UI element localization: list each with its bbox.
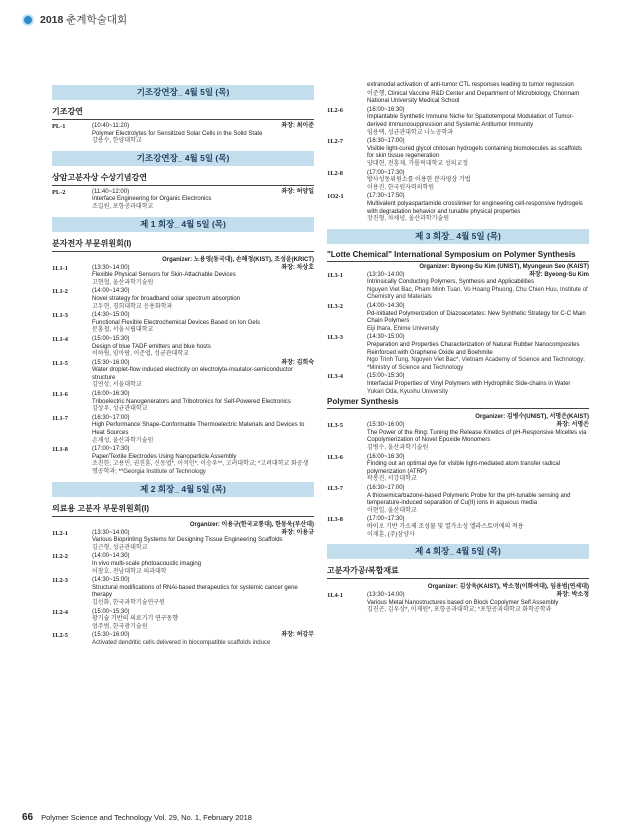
session-chair: 좌장: 최이준 <box>281 123 314 129</box>
page-footer <box>22 812 252 823</box>
session-body <box>367 422 589 452</box>
time-row <box>92 553 314 561</box>
time-row <box>367 107 589 115</box>
author-line: Eiji Ihara, Ehime University <box>367 325 439 332</box>
right-column <box>327 82 589 616</box>
session-time: (15:30~16:00) <box>92 632 130 639</box>
organizer: Organizer: 이용규(한국교통대), 한동욱(부산대) <box>189 521 314 528</box>
talk-title: Functional Flexible Electrochemical Devices Based on Ion Gels <box>92 319 261 326</box>
time-row <box>367 454 589 462</box>
session-item <box>52 312 314 335</box>
talk-title: Pd-initiated Polymerization of Diazoacetates: New Synthetic Strategy for C-C Main Chain Polymers <box>367 310 586 325</box>
author-line: 이하림, 임아람, 이준엽, 성균관대학교 <box>92 351 189 358</box>
session-id: 1L2-1 <box>52 529 68 537</box>
session-id: 1L3-6 <box>327 453 343 461</box>
time-row <box>92 265 314 273</box>
session-body <box>92 336 314 359</box>
session-item <box>52 336 314 359</box>
section-title: Polymer Synthesis <box>327 397 589 409</box>
page-header <box>22 12 127 27</box>
session-id: PL-2 <box>52 188 66 196</box>
talk-title: In vivo multi-scale photoacoustic imaging <box>92 560 202 567</box>
time-row <box>367 170 589 178</box>
session-body <box>92 123 314 146</box>
session-time: (16:00~16:30) <box>92 391 130 398</box>
time-row <box>92 415 314 423</box>
session-item <box>52 189 314 212</box>
author-line: 장진형, 차채녕, 울산과학기술원 <box>367 216 450 223</box>
section-title: 분자전자 부문위원회(I) <box>52 238 314 252</box>
session-id: 1L1-1 <box>52 264 68 272</box>
session-time: (16:30~17:00) <box>367 484 405 491</box>
session-bar: 제 2 회장_ 4월 5일 (목) <box>52 482 314 497</box>
organizer: Organizer: 김병수(UNIST), 서명은(KAIST) <box>475 414 589 421</box>
talk-title: Finding out an optimal dye for visible light-mediated atom transfer radical polymerization (ATRP) <box>367 461 561 475</box>
session-body <box>92 415 314 445</box>
time-row <box>367 193 589 201</box>
time-row <box>367 485 589 493</box>
session-bar: 제 1 회장_ 4월 5일 (목) <box>52 217 314 232</box>
session-id: 1L2-8 <box>327 169 343 177</box>
session-bar: 제 4 회장_ 4월 5일 (목) <box>327 544 589 559</box>
session-body <box>92 553 314 576</box>
session-body <box>367 373 589 396</box>
author-line: 곽봉진, 서강대학교 <box>367 476 417 483</box>
talk-title: Novel strategy for broadband solar spectrum absorption <box>92 295 241 302</box>
talk-title: 바이오 기반 가소제 조성물 및 열가소성 엘라스토머에의 적용 <box>367 523 524 530</box>
session-id: 1L1-6 <box>52 391 68 399</box>
author-line: Yukari Oda, Kyushu University <box>367 388 449 395</box>
talk-title: Flexible Physical Sensors for Skin-Attachable Devices <box>92 272 236 279</box>
session-chair: 좌장: 차상호 <box>281 264 314 271</box>
session-body <box>367 334 589 372</box>
talk-title: High Performance Shape-Conformable Thermoelectric Materials and Devices to Heat Sources <box>92 422 305 437</box>
session-id: 1L3-4 <box>327 373 343 381</box>
session-item <box>52 391 314 414</box>
session-chair: 좌장: Byeong-Su Kim <box>529 271 589 278</box>
talk-title: Paper/Textile Electrodes Using Nanoparticle Assembly <box>92 453 237 460</box>
talk-title: Interface Engineering for Organic Electronics <box>92 196 212 203</box>
session-chair: 좌장: 박소정 <box>556 592 589 599</box>
author-line: 엄주범, 한국광기술원 <box>92 623 148 630</box>
session-id: 1L2-7 <box>327 138 343 146</box>
session-item <box>327 334 589 372</box>
author-line: Activated dendritic cells delivered in biocompatible scaffolds induce <box>92 639 271 646</box>
session-item <box>52 577 314 607</box>
talk-title: The Power of the Ring: Tuning the Release Kinetics of pH-Responsive Micelles via Copolymerization of Novel Epoxide Monomers <box>367 429 587 444</box>
session-time: (14:00~14:30) <box>367 303 405 310</box>
session-id: PL-1 <box>52 123 66 130</box>
session-id: 1L1-5 <box>52 359 68 367</box>
organizer: Organizer: 김상욱(KAIST), 박소정(이화여대), 임용범(연세대) <box>427 584 589 591</box>
continued-text: 이준행, Clinical Vaccine R&D Center and Department of Microbiology, Chonnam National University Medical School <box>367 90 580 105</box>
session-time: (10:40~11:20) <box>92 123 130 129</box>
talk-title: 방사성동위원소를 이용한 분자영상 기법 <box>367 177 471 184</box>
section-title: 의료용 고분자 부문위원회(I) <box>52 503 314 517</box>
talk-title: Structural modifications of RNAi-based therapeutics for systemic cancer gene therapy <box>92 584 298 599</box>
session-item <box>327 422 589 452</box>
session-item <box>52 632 314 647</box>
session-time: (17:00~17:30) <box>367 169 405 176</box>
session-id: 1L2-3 <box>52 577 68 585</box>
session-body <box>367 107 589 137</box>
session-time: (15:30~16:00) <box>367 422 405 429</box>
author-line: 김선화, 한국과학기술연구원 <box>92 599 165 606</box>
time-row <box>92 632 314 640</box>
talk-title: Water droplet-flow induced electricity on electrolyte-insulator-semiconductor structure <box>92 367 293 381</box>
session-body <box>92 632 314 647</box>
session-item <box>52 265 314 288</box>
session-id: 1L3-5 <box>327 422 343 430</box>
session-id: 1L2-4 <box>52 608 68 616</box>
session-id: 1L3-1 <box>327 271 343 279</box>
session-chair: 좌장: 허양일 <box>281 188 314 195</box>
session-id: 1L1-4 <box>52 335 68 343</box>
session-body <box>367 592 589 615</box>
time-row <box>367 592 589 600</box>
time-row <box>367 303 589 311</box>
session-body <box>92 446 314 476</box>
author-line: 문홍철, 서울시립대학교 <box>92 327 154 334</box>
header-title: 2018 춘계학술대회 <box>40 14 128 26</box>
session-item <box>52 123 314 146</box>
session-time: (15:00~15:30) <box>92 608 130 615</box>
continued-text: extranodal activation of anti-tumor CTL responses leading to tumor regression <box>367 82 574 88</box>
session-item <box>327 107 589 137</box>
session-body <box>92 312 314 335</box>
time-row <box>92 446 314 454</box>
session-time: (17:00~17:30) <box>92 446 130 453</box>
session-body <box>367 516 589 539</box>
page-number: 66 <box>22 812 34 823</box>
organizer: Organizer: 노용영(동국대), 손해정(KIST), 조성윤(KRICT) <box>162 256 314 263</box>
session-body <box>92 288 314 311</box>
session-body <box>367 193 589 223</box>
talk-title: A thiosemicarbazone-based Polymeric Probe for the pH-tunable sensing and temperature-induced separation of Cu(II) ions in aqueous media <box>367 492 571 507</box>
session-item <box>327 485 589 515</box>
session-id: 1L2-2 <box>52 553 68 561</box>
time-row <box>92 360 314 368</box>
author-line: 이현일, 울산대학교 <box>367 507 417 514</box>
session-chair: 좌장: 김희숙 <box>281 359 314 366</box>
session-time: (14:30~15:00) <box>367 334 405 341</box>
session-id: 1L3-7 <box>327 484 343 492</box>
session-time: (16:30~17:00) <box>92 414 130 421</box>
talk-title: Various Bioprinting Systems for Designing Tissue Engineering Scaffolds <box>92 537 283 544</box>
session-body <box>92 530 314 553</box>
time-row <box>92 336 314 344</box>
author-line: 김진곤, 김우상*, 이재원*, 포항공과대학교; *포항공과대학교 화학공학과 <box>367 607 552 614</box>
session-time: (14:30~15:00) <box>92 312 130 319</box>
time-row <box>92 391 314 399</box>
talk-title: Multivalent polyaspartamide crosslinker for engineering cell-responsive hydrogels with degradation behavior and tunable physical properties <box>367 200 583 215</box>
talk-title: Triboelectric Nanogenerators and Tribotronics for Self-Powered Electronics <box>92 398 291 405</box>
section-title: 기조강연 <box>52 106 314 120</box>
talk-title: Polymer Electrolytes for Sensitized Solar Cells in the Solid State <box>92 130 263 137</box>
session-id: 1L1-8 <box>52 446 68 454</box>
time-row <box>367 272 589 280</box>
session-body <box>367 485 589 515</box>
talk-title: Design of blue TADF emitters and blue hosts <box>92 343 211 350</box>
author-line: 고현협, 울산과학기술원 <box>92 279 154 286</box>
session-chair: 좌장: 서명은 <box>556 422 589 429</box>
session-item <box>327 193 589 223</box>
session-item <box>52 360 314 390</box>
time-row <box>92 123 314 131</box>
talk-title: Preparation and Properties Characterization of Natural Rubber Nanocomposites Reinforced with Graphene Oxide and Boehmite <box>367 342 580 356</box>
session-item <box>327 272 589 302</box>
session-item <box>52 446 314 476</box>
session-bar: 제 3 회장_ 4월 5일 (목) <box>327 229 589 244</box>
session-time: (13:30~14:00) <box>367 271 405 278</box>
author-line: Ngo Trinh Tung, Nguyen Viet Bac*, Vietnam Academy of Science and Technology; *Ministry of Science and Technology <box>367 357 585 371</box>
author-line: 양대현, 전흥재, 가톨릭대학교 성의교정 <box>367 160 469 167</box>
session-time: (13:30~14:00) <box>92 529 130 536</box>
session-id: 1L3-2 <box>327 303 343 311</box>
section-title: "Lotte Chemical" International Symposium on Polymer Synthesis <box>327 250 589 262</box>
session-body <box>367 454 589 484</box>
author-line: 김연상, 서울대학교 <box>92 382 142 389</box>
author-line: 고두현, 경희대학교 응용화학과 <box>92 303 173 310</box>
session-id: 1L3-8 <box>327 516 343 524</box>
session-chair: 좌장: 허강무 <box>281 632 314 639</box>
session-id: 1L1-3 <box>52 312 68 320</box>
talk-title: Various Metal Nanostructures based on Block Copolymer Self Assembly <box>367 599 559 606</box>
session-bar: 기조강연장_ 4월 5일 (목) <box>52 85 314 100</box>
author-line: 손재성, 울산과학기술원 <box>92 437 154 444</box>
talk-title: Interfacial Properties of Vinyl Polymers with Hydrophilic Side-chains in Water <box>367 381 571 387</box>
time-row <box>367 422 589 430</box>
session-time: (14:00~14:30) <box>92 288 130 295</box>
time-row <box>367 334 589 342</box>
session-time: (15:00~15:30) <box>92 335 130 342</box>
author-line: 이용진, 한국원자력의학원 <box>367 184 435 191</box>
session-body <box>92 189 314 212</box>
session-id: 1L2-5 <box>52 632 68 640</box>
time-row <box>367 516 589 524</box>
talk-title: Visible light-cured glycol chitosan hydrogels containing biomolecules as scaffolds for skin tissue regeneration <box>367 145 582 160</box>
session-item <box>327 373 589 396</box>
session-time: (14:00~14:30) <box>92 553 130 560</box>
time-row <box>92 577 314 585</box>
session-chair: 좌장: 이용규 <box>281 529 314 536</box>
session-item <box>327 170 589 193</box>
session-time: (16:30~17:00) <box>367 138 405 145</box>
talk-title: Intrinsically Conducting Polymers, Synthesis and Applicabilities <box>367 279 535 286</box>
session-time: (13:30~14:00) <box>367 592 405 599</box>
session-body <box>92 609 314 632</box>
session-body <box>92 391 314 414</box>
session-id: 1L2-6 <box>327 106 343 114</box>
session-id: 1L4-1 <box>327 592 343 600</box>
time-row <box>92 312 314 320</box>
session-body <box>92 265 314 288</box>
session-time: (17:00~17:30) <box>367 516 405 523</box>
session-item <box>327 592 589 615</box>
time-row <box>92 189 314 197</box>
talk-title: 광기술 기반의 의료기기 연구동향 <box>92 616 179 623</box>
organizer: Organizer: Byeong-Su Kim (UNIST), Myungeun Seo (KAIST) <box>419 263 589 270</box>
session-item <box>52 553 314 576</box>
session-id: 1O2-1 <box>327 193 344 201</box>
talk-title: Implantable Synthetic Immune Niche for Spatiotemporal Modulation of Tumor-derived Immunosuppression and Systemic Antitumor Immunity <box>367 114 574 128</box>
session-time: (16:00~16:30) <box>367 453 405 460</box>
session-id: 1L1-7 <box>52 414 68 422</box>
author-line: 김상우, 성균관대학교 <box>92 406 148 413</box>
session-item <box>52 288 314 311</box>
session-item <box>52 609 314 632</box>
bullet-icon <box>22 14 34 26</box>
session-time: (16:00~16:30) <box>367 106 405 113</box>
session-time: (11:40~12:00) <box>92 188 130 195</box>
journal-info: Polymer Science and Technology Vol. 29, No. 1, February 2018 <box>41 813 252 822</box>
session-time: (13:30~14:00) <box>92 264 130 271</box>
session-id: 1L3-3 <box>327 334 343 342</box>
session-time: (17:30~17:50) <box>367 193 405 200</box>
session-item <box>52 415 314 445</box>
session-item <box>327 303 589 333</box>
author-line: 조진한, 고용민, 권진훈, 신동엽*, 이석민*, 이승우**, 고려대학교; *고려대학교 화공생명공학과; **Georgia Institute of Technology <box>92 461 309 475</box>
author-line: 이재훈, (주)삼양사 <box>367 531 415 538</box>
session-bar: 기조강연장_ 4월 5일 (목) <box>52 151 314 166</box>
session-body <box>92 360 314 390</box>
time-row <box>367 373 589 381</box>
author-line: 임용택, 성균관대학교 나노공학과 <box>367 129 454 136</box>
author-line: 이창호, 전남대학교 의과대학 <box>92 568 167 575</box>
session-id: 1L1-2 <box>52 288 68 296</box>
session-time: (14:30~15:00) <box>92 577 130 584</box>
session-body <box>367 303 589 333</box>
author-line: 조길원, 포항공과대학교 <box>92 203 154 210</box>
section-title: 상암고분자상 수상기념강연 <box>52 172 314 186</box>
time-row <box>367 138 589 146</box>
session-body <box>367 138 589 168</box>
session-time: (15:30~16:00) <box>92 359 130 366</box>
session-item <box>327 516 589 539</box>
author-line: 김병수, 울산과학기술원 <box>367 444 429 451</box>
session-time: (15:00~15:30) <box>367 373 405 380</box>
author-line: 김근형, 성균관대학교 <box>92 544 148 551</box>
time-row <box>92 530 314 538</box>
section-title: 고분자가공/복합재료 <box>327 565 589 579</box>
session-item <box>327 454 589 484</box>
session-body <box>367 272 589 302</box>
session-item <box>327 138 589 168</box>
time-row <box>92 288 314 296</box>
time-row <box>92 609 314 617</box>
session-body <box>92 577 314 607</box>
session-body <box>367 170 589 193</box>
session-item <box>52 530 314 553</box>
author-line: 강용수, 한양대학교 <box>92 138 142 145</box>
author-line: Nguyen Viet Bac, Pham Minh Tuan, Vo Hoang Phuong, Chu Chien Huu, Institute of Chemistry and Materials <box>367 286 588 301</box>
left-column <box>52 80 314 649</box>
